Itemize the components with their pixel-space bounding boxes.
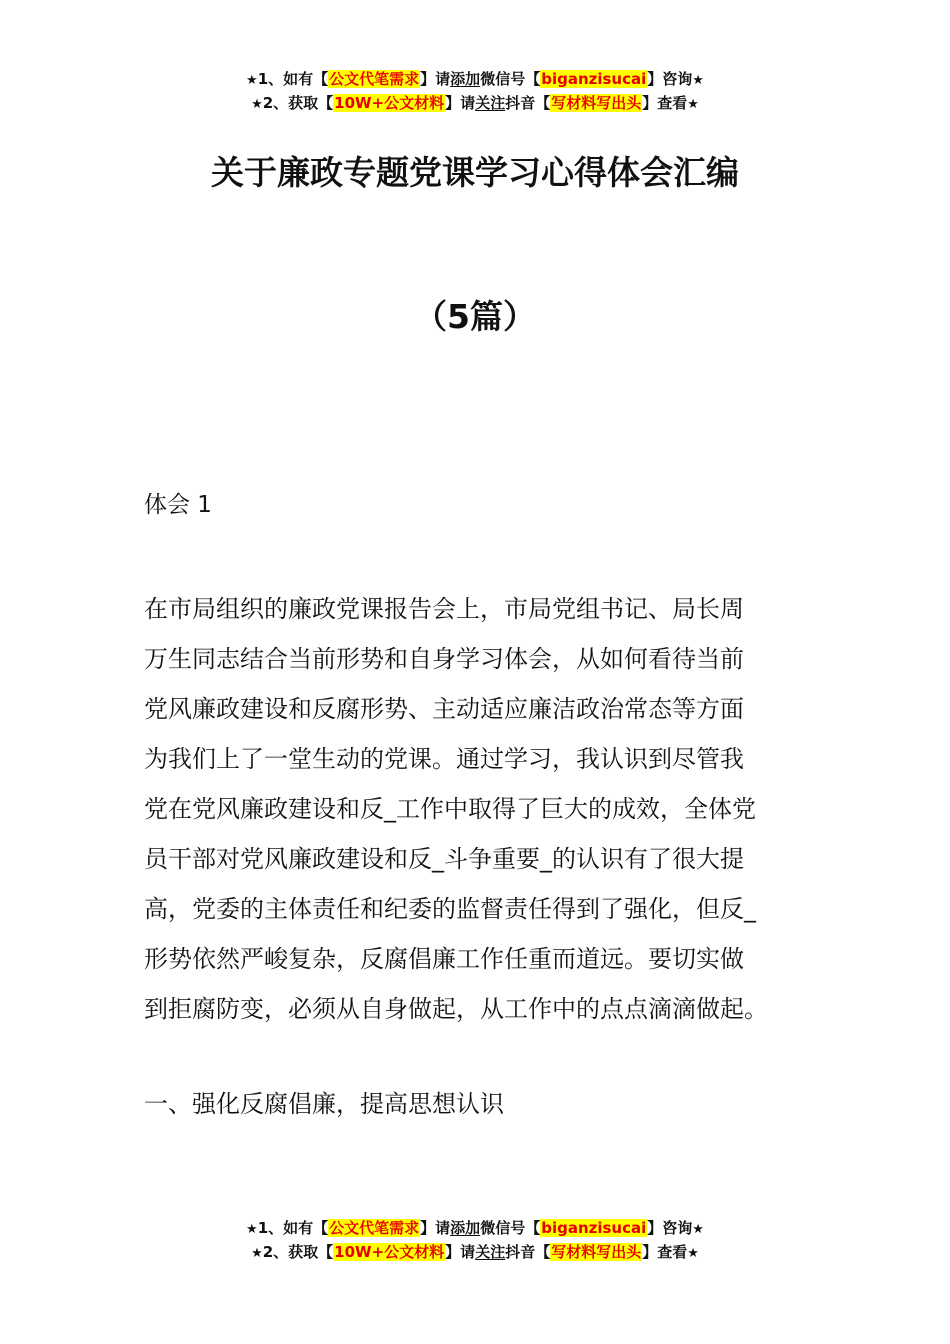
banner-line-2 [0,1241,950,1265]
paragraph-line: 万生同志结合当前形势和自身学习体会，从如何看待当前 [144,645,744,673]
highlight-text: 写材料写出头 [551,94,642,112]
section-heading: 一、强化反腐倡廉，提高思想认识 [144,1090,504,1118]
banner-text: 】请 [445,94,476,112]
banner-text: 】咨询 [647,1219,693,1237]
paragraph-line: 形势依然严峻复杂，反腐倡廉工作任重而道远。要切实做 [144,945,744,973]
highlight-text: 10W+公文材料 [334,1243,445,1261]
star-icon: ★ [687,1246,699,1261]
paragraph-line: 高，党委的主体责任和纪委的监督责任得到了强化，但反_ [144,895,756,923]
paragraph-line: 党风廉政建设和反腐形势、主动适应廉洁政治常态等方面 [144,695,744,723]
paragraph-line: 员干部对党风廉政建设和反_斗争重要_的认识有了很大提 [144,845,744,873]
star-icon: ★ [687,97,699,112]
banner-text: 1、如有【 [257,1219,329,1237]
highlight-text: biganzisucai [541,1219,647,1237]
paragraph-line: 党在党风廉政建设和反_工作中取得了巨大的成效，全体党 [144,795,756,823]
banner-line-1 [0,1217,950,1241]
body-paragraph [144,584,808,1034]
highlight-text: biganzisucai [541,70,647,88]
footer-banner [0,1217,950,1265]
underlined-text: 关注 [475,94,506,112]
banner-text: 】咨询 [647,70,693,88]
paragraph-line: 在市局组织的廉政党课报告会上，市局党组书记、局长周 [144,595,744,623]
page-subtitle: （5篇） [414,297,536,336]
banner-text: 抖音【 [505,94,551,112]
banner-text: 】请 [420,1219,451,1237]
banner-text: 微信号【 [480,70,541,88]
underlined-text: 添加 [450,1219,481,1237]
banner-text: 抖音【 [505,1243,551,1261]
banner-text: 】请 [420,70,451,88]
banner-text: 微信号【 [480,1219,541,1237]
header-banner [0,68,950,116]
banner-text: 1、如有【 [257,70,329,88]
highlight-text: 公文代笔需求 [329,1219,420,1237]
banner-text: 】请 [445,1243,476,1261]
page-title: 关于廉政专题党课学习心得体会汇编 [211,153,739,192]
banner-line-1 [0,68,950,92]
star-icon: ★ [251,97,263,112]
underlined-text: 添加 [450,70,481,88]
paragraph-line: 为我们上了一堂生动的党课。通过学习，我认识到尽管我 [144,745,744,773]
star-icon: ★ [246,1222,258,1237]
star-icon: ★ [692,1222,704,1237]
banner-text: 2、获取【 [262,1243,334,1261]
star-icon: ★ [251,1246,263,1261]
banner-text: 】查看 [642,1243,688,1261]
section-label: 体会 1 [144,492,212,518]
highlight-text: 10W+公文材料 [334,94,445,112]
banner-text: 】查看 [642,94,688,112]
banner-line-2 [0,92,950,116]
paragraph-line: 到拒腐防变，必须从自身做起，从工作中的点点滴滴做起。 [144,995,768,1023]
highlight-text: 公文代笔需求 [329,70,420,88]
star-icon: ★ [246,73,258,88]
underlined-text: 关注 [475,1243,506,1261]
banner-text: 2、获取【 [262,94,334,112]
highlight-text: 写材料写出头 [551,1243,642,1261]
star-icon: ★ [692,73,704,88]
